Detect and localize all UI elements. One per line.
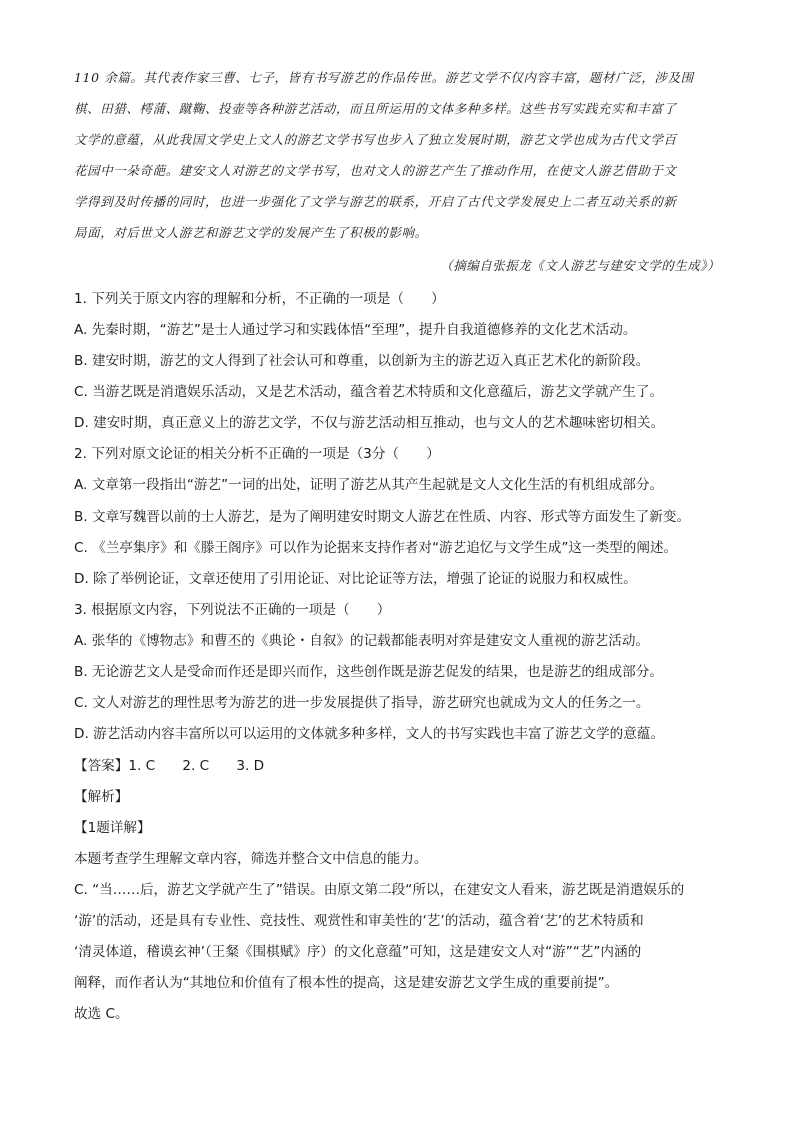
answer-option: C. 《兰亭集序》和《滕王阁序》可以作为论据来支持作者对“游艺追忆与文学生成”这一类型的阐述。	[74, 540, 678, 556]
analysis-line: ‘游’的活动，还是具有专业性、竞技性、观赏性和审美性的‘艺’的活动，蕴含着‘艺’的艺术特质和	[74, 913, 644, 929]
answer-option: B. 无论游艺文人是受命而作还是即兴而作，这些创作既是游艺促发的结果，也是游艺的组成部分。	[74, 664, 663, 680]
answer-option: B. 文章写魏晋以前的士人游艺，是为了阐明建安时期文人游艺在性质、内容、形式等方面发生了新变。	[74, 509, 691, 525]
passage-line: 110 余篇。其代表作家三曹、七子，皆有书写游艺的作品传世。游艺文学不仅内容丰富，题材广泛，涉及围	[74, 70, 694, 85]
question-stem: 2. 下列对原文论证的相关分析不正确的一项是（3分（ ）	[74, 446, 440, 462]
question-stem: 3. 根据原文内容，下列说法不正确的一项是（ ）	[74, 602, 391, 618]
detail-label: 【1题详解】	[74, 820, 151, 836]
citation: （摘编自张振龙《文人游艺与建安文学的生成》）	[440, 258, 720, 273]
answer-option: A. 先秦时期，“游艺”是士人通过学习和实践体悟“至理”，提升自我道德修养的文化艺术活动。	[74, 322, 637, 338]
passage-line: 棋、田猎、樗蒲、蹴鞠、投壶等各种游艺活动，而且所运用的文体多种多样。这些书写实践充实和丰富了	[74, 101, 677, 116]
passage-line: 花园中一朵奇葩。建安文人对游艺的文学书写，也对文人的游艺产生了推动作用，在使文人游艺借助于文	[74, 163, 677, 178]
analysis-line: 故选 C。	[74, 1006, 129, 1022]
answer-option: C. 当游艺既是消遣娱乐活动，又是艺术活动，蕴含着艺术特质和文化意蕴后，游艺文学就产生了。	[74, 384, 664, 400]
analysis-line: C. “当……后，游艺文学就产生了”错误。由原文第二段“所以，在建安文人看来，游艺既是消遣娱乐的	[74, 882, 685, 898]
analysis-line: ‘清灵体道，稽谟玄神’（王粲《围棋赋》序）的文化意蕴”可知，这是建安文人对“游”“艺”内涵的	[74, 944, 642, 960]
analysis-label: 【解析】	[74, 789, 129, 805]
analysis-line: 本题考查学生理解文章内容，筛选并整合文中信息的能力。	[74, 851, 428, 867]
answer-option: D. 除了举例论证，文章还使用了引用论证、对比论证等方法，增强了论证的说服力和权威性。	[74, 571, 637, 587]
analysis-line: 阐释，而作者认为“其地位和价值有了根本性的提高，这是建安游艺文学生成的重要前提”。	[74, 975, 619, 991]
answer-option: D. 游艺活动内容丰富所以可以运用的文体就多种多样，文人的书写实践也丰富了游艺文学的意蕴。	[74, 726, 665, 742]
passage-line: 学得到及时传播的同时，也进一步强化了文学与游艺的联系，开启了古代文学发展史上二者互动关系的新	[74, 194, 677, 209]
answer-option: A. 张华的《博物志》和曹丕的《典论・自叙》的记载都能表明对弈是建安文人重视的游艺活动。	[74, 633, 650, 649]
answer-option: A. 文章第一段指出“游艺”一词的出处，证明了游艺从其产生起就是文人文化生活的有机组成部分。	[74, 477, 664, 493]
answer-option: C. 文人对游艺的理性思考为游艺的进一步发展提供了指导，游艺研究也就成为文人的任务之一。	[74, 695, 650, 711]
answer-text: 1. C 2. C 3. D	[128, 758, 265, 774]
passage-line: 局面，对后世文人游艺和游艺文学的发展产生了积极的影响。	[74, 225, 428, 240]
answer-option: D. 建安时期，真正意义上的游艺文学，不仅与游艺活动相互推动，也与文人的艺术趣味密切相关。	[74, 415, 665, 431]
answer-key	[74, 754, 264, 774]
answer-option: B. 建安时期，游艺的文人得到了社会认可和尊重，以创新为主的游艺迈入真正艺术化的新阶段。	[74, 353, 650, 369]
question-stem: 1. 下列关于原文内容的理解和分析，不正确的一项是（ ）	[74, 291, 445, 307]
passage-line: 文学的意蕴，从此我国文学史上文人的游艺文学书写也步入了独立发展时期，游艺文学也成为古代文学百	[74, 132, 677, 147]
answer-label: 【答案】	[74, 758, 129, 774]
